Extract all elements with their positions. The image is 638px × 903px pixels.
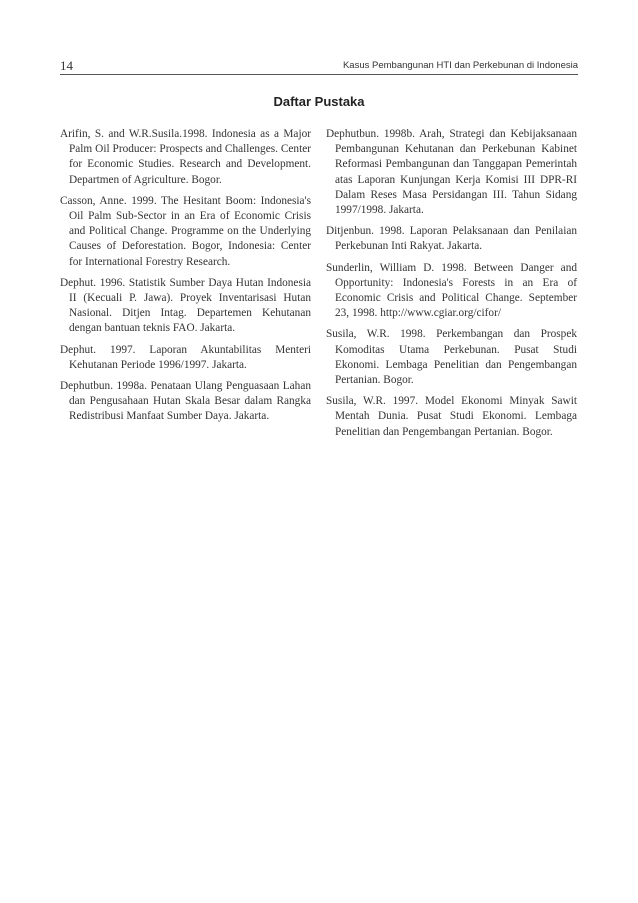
reference-entry: Sunderlin, William D. 1998. Between Danger and Opportunity: Indonesia's Forests in an Era of Economic Crisis and Political Change. September 23, 1998. http://www.cgiar.org/cifor/ — [326, 261, 577, 320]
reference-entry: Ditjenbun. 1998. Laporan Pelaksanaan dan Penilaian Perkebunan Inti Rakyat. Jakarta. — [326, 225, 577, 253]
reference-entry: Dephut. 1997. Laporan Akuntabilitas Menteri Kehutanan Periode 1996/1997. Jakarta. — [60, 343, 311, 371]
reference-entry: Casson, Anne. 1999. The Hesitant Boom: Indonesia's Oil Palm Sub-Sector in an Era of Economic Crisis and Political Change. Programme on the Underlying Causes of Deforestation. Bogor, Indonesia: Center for International Forestry Research. — [60, 194, 311, 268]
references-column-left — [60, 127, 311, 431]
reference-entry: Dephut. 1996. Statistik Sumber Daya Hutan Indonesia II (Kecuali P. Jawa). Proyek Inventarisasi Hutan Nasional. Ditjen Intag. Departemen Kehutanan dengan bantuan teknis FAO. Jakarta. — [60, 276, 311, 335]
page-number: 14 — [60, 58, 73, 73]
reference-entry: Susila, W.R. 1998. Perkembangan dan Prospek Komoditas Utama Perkebunan. Pusat Studi Ekonomi. Lembaga Penelitian dan Pengembangan Pertanian. Bogor. — [326, 328, 577, 387]
header-divider — [60, 74, 578, 75]
references-column-right — [326, 127, 577, 446]
section-title: Daftar Pustaka — [273, 94, 365, 109]
running-header-title: Kasus Pembangunan HTI dan Perkebunan di Indonesia — [342, 60, 578, 71]
reference-entry: Dephutbun. 1998b. Arah, Strategi dan Kebijaksanaan Pembangunan Kehutanan dan Perkebunan Kabinet Reformasi Pembangunan dan Tanggapan Pemerintah atas Laporan Kunjungan Kerja Komisi III DPR-RI Dalam Reses Masa Persidangan III. Tahun Sidang 1997/1998. Jakarta. — [326, 128, 577, 217]
reference-entry: Susila, W.R. 1997. Model Ekonomi Minyak Sawit Mentah Dunia. Pusat Studi Ekonomi. Lembaga Penelitian dan Pengembangan Pertanian. Bogor. — [326, 395, 577, 438]
reference-entry: Arifin, S. and W.R.Susila.1998. Indonesia as a Major Palm Oil Producer: Prospects and Challenges. Center for Economic Studies. Research and Development. Departmen of Agriculture. Bogor. — [60, 128, 311, 186]
reference-entry: Dephutbun. 1998a. Penataan Ulang Penguasaan Lahan dan Pengusahaan Hutan Skala Besar dalam Rangka Redistribusi Manfaat Sumber Daya. Jakarta. — [60, 380, 311, 423]
